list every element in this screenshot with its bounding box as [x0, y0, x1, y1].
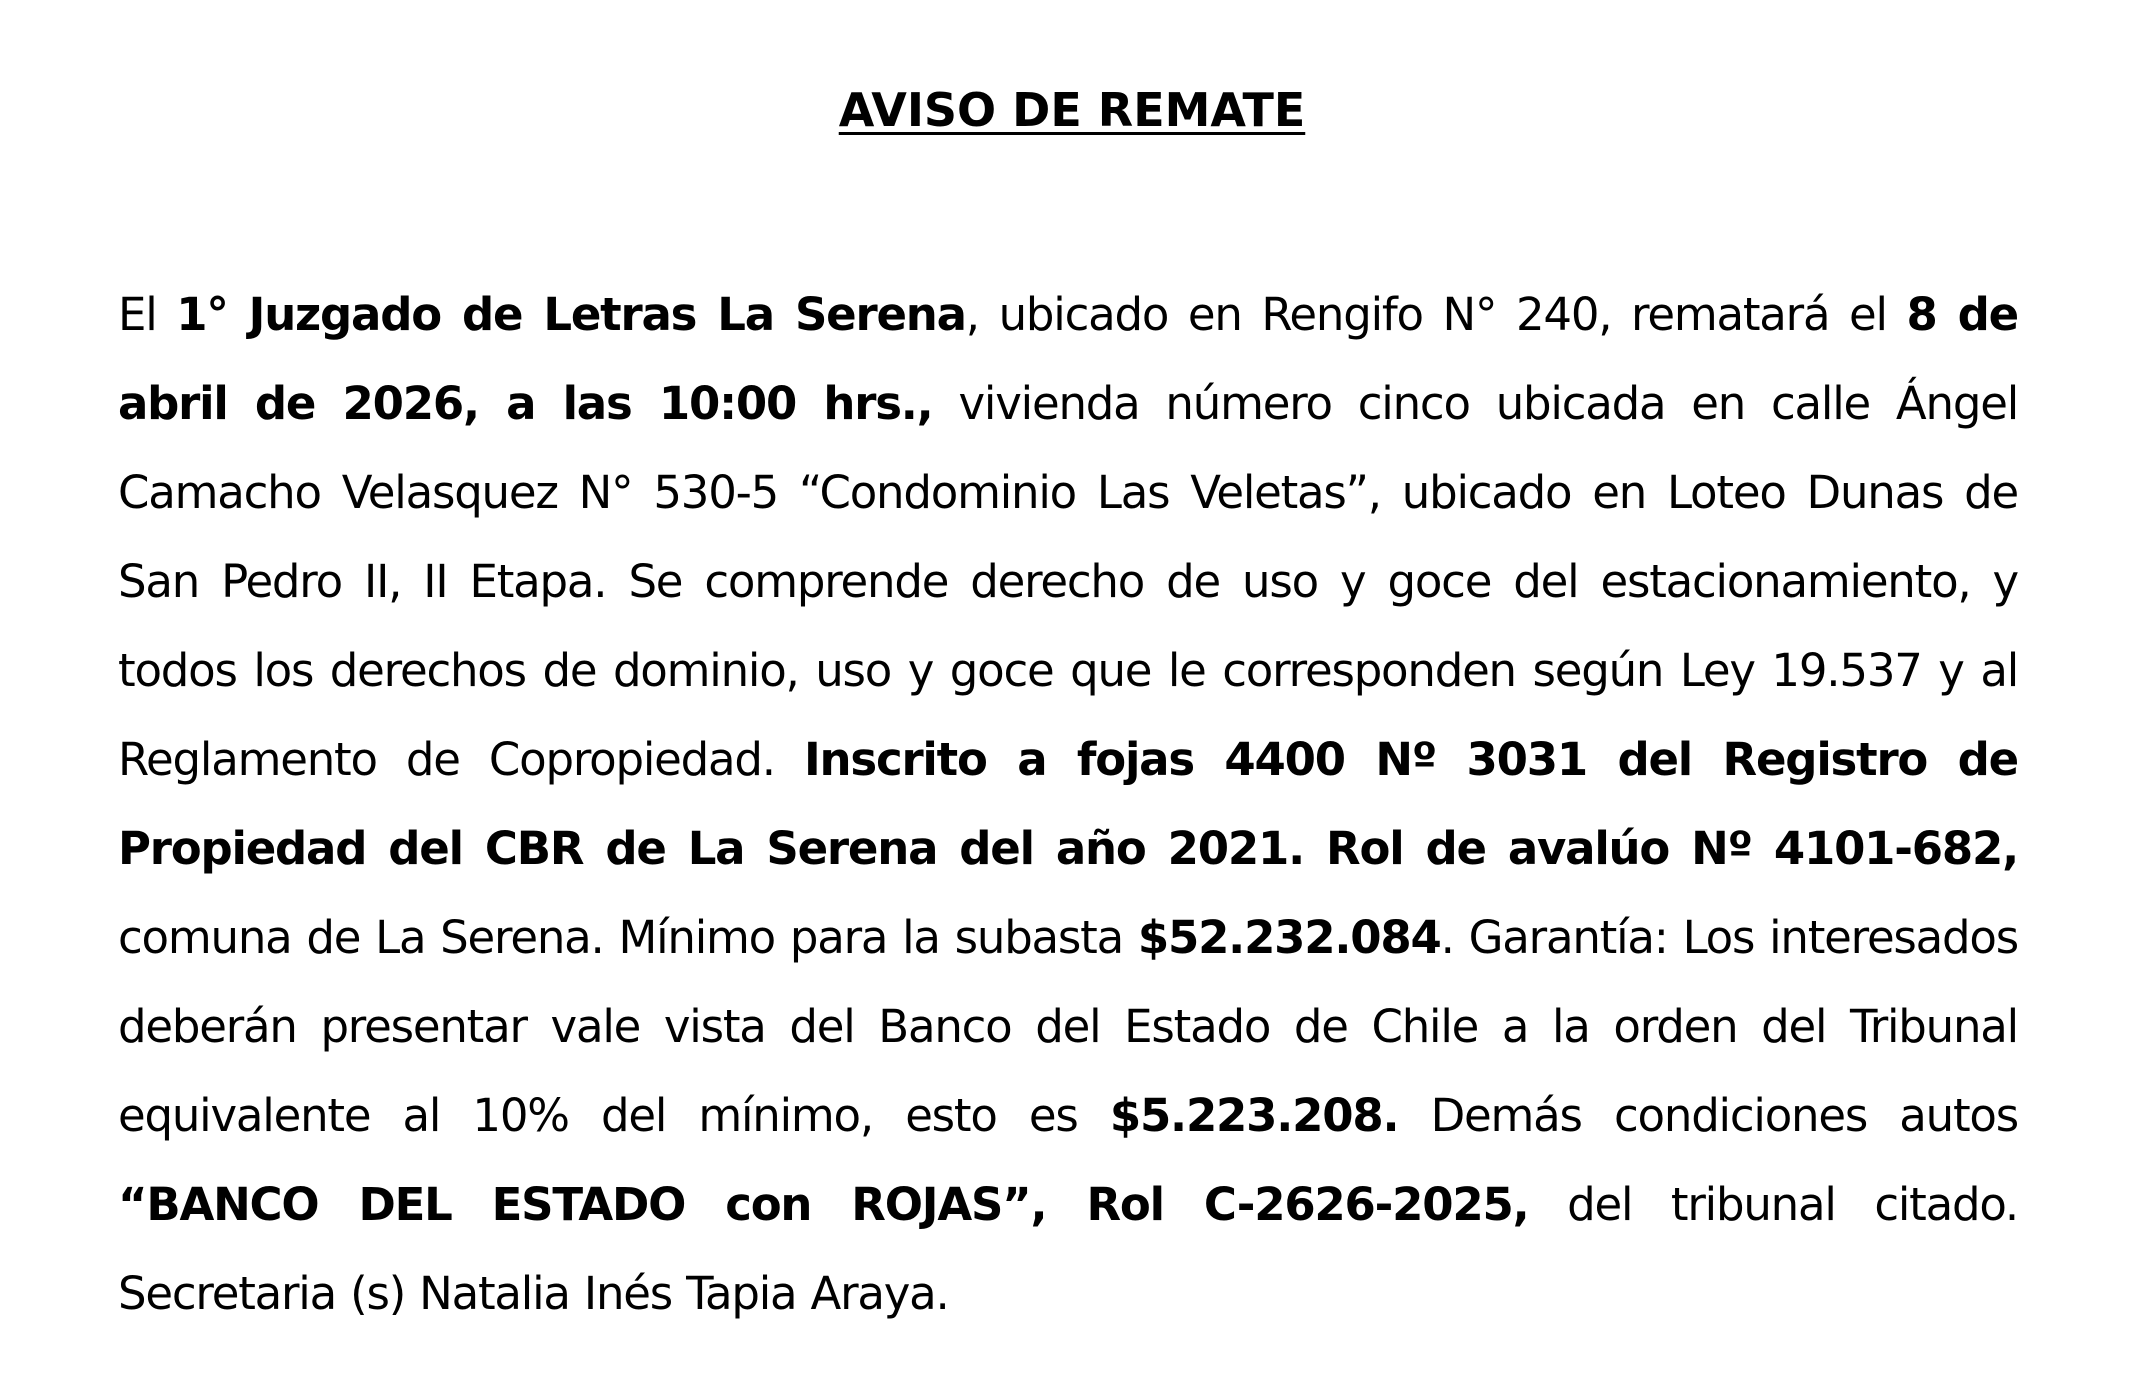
- auction-date: 8 de abril de 2026, a las 10:00 hrs.,: [118, 288, 2019, 430]
- text-segment: comuna de La Serena. Mínimo para la subasta: [118, 911, 1138, 964]
- minimum-bid: $52.232.084: [1137, 911, 1441, 964]
- text-segment: El: [118, 288, 177, 341]
- text-segment: del tribunal citado. Secretaria (s) Natalia Inés Tapia Araya.: [118, 1178, 2018, 1320]
- document-title: [0, 80, 2144, 140]
- text-segment: . Garantía: Los interesados deberán presentar vale vista del Banco del Estado de Chile a la orden del Tribunal equivalente al 10% del mínimo, esto es: [118, 911, 2018, 1142]
- guarantee-amount: $5.223.208.: [1109, 1089, 1399, 1142]
- text-segment: Demás condiciones autos: [1398, 1089, 2018, 1142]
- case-reference: “BANCO DEL ESTADO con ROJAS”, Rol C-2626-2025,: [118, 1178, 1529, 1231]
- auction-notice-paragraph: [118, 270, 2018, 1338]
- document-title-text: AVISO DE REMATE: [838, 83, 1306, 137]
- text-segment: vivienda número cinco ubicada en calle Ángel Camacho Velasquez N° 530-5 “Condominio Las Veletas”, ubicado en Loteo Dunas de San Pedro II, II Etapa. Se comprende derecho de uso y goce del estacionamiento, y todos los derechos de dominio, uso y goce que le corresponden según Ley 19.537 y al Reglamento de Copropiedad.: [118, 377, 2018, 786]
- registry-inscription: Inscrito a fojas 4400 Nº 3031 del Registro de Propiedad del CBR de La Serena del año 2021. Rol de avalúo Nº 4101-682,: [118, 733, 2018, 875]
- text-segment: , ubicado en Rengifo N° 240, rematará el: [965, 288, 1907, 341]
- court-name: 1° Juzgado de Letras La Serena: [176, 288, 966, 341]
